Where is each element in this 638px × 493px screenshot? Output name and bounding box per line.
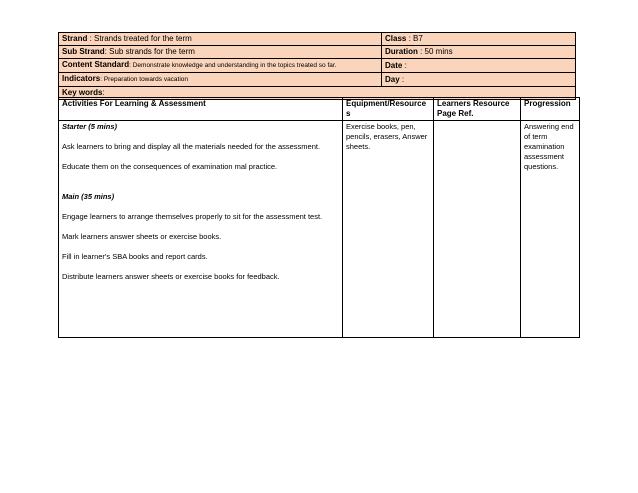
content-standard-cell	[59, 59, 382, 73]
strand-cell	[59, 33, 382, 46]
starter-paragraph-2: Educate them on the consequences of examination mal practice.	[62, 162, 278, 171]
activities-header: Activities For Learning & Assessment	[59, 98, 343, 121]
substrand-label: Sub Strand	[62, 47, 105, 56]
main-paragraph-1: Engage learners to arrange themselves properly to sit for the assessment test.	[62, 212, 323, 221]
main-paragraph-2: Mark learners answer sheets or exercise books.	[62, 232, 222, 241]
activities-table	[58, 97, 580, 338]
day-label: Day	[385, 74, 400, 84]
duration-label: Duration	[385, 47, 418, 56]
main-paragraph-4: Distribute learners answer sheets or exercise books for feedback.	[62, 272, 280, 281]
activities-body-row	[59, 121, 580, 338]
starter-paragraph-1: Ask learners to bring and display all the materials needed for the assessment.	[62, 142, 321, 151]
equipment-cell: Exercise books, pen, pencils, erasers, Answer sheets.	[343, 121, 434, 338]
duration-cell	[382, 46, 576, 59]
class-label: Class	[385, 34, 407, 43]
resource-cell	[434, 121, 521, 338]
keywords-value: :	[102, 88, 105, 97]
substrand-value: : Sub strands for the term	[104, 47, 195, 56]
activities-header-row	[59, 98, 580, 121]
strand-value: : Strands treated for the term	[87, 34, 192, 43]
keywords-label: Key words	[62, 88, 103, 97]
indicators-label: Indicators	[62, 74, 101, 83]
date-cell	[382, 59, 576, 73]
header-row-substrand	[59, 46, 576, 59]
content-standard-label: Content Standard	[62, 60, 130, 69]
substrand-cell	[59, 46, 382, 59]
class-cell	[382, 33, 576, 46]
day-value: :	[399, 74, 405, 84]
starter-title: Starter (5 mins)	[62, 122, 118, 131]
day-cell	[382, 73, 576, 87]
strand-label: Strand	[62, 34, 88, 43]
main-paragraph-3: Fill in learner's SBA books and report cards.	[62, 252, 208, 261]
progression-cell: Answering end of term examination assessment questions.	[521, 121, 580, 338]
content-standard-value: : Demonstrate knowledge and understanding in the topics treated so far.	[129, 62, 337, 69]
indicators-cell	[59, 73, 382, 87]
equipment-header: Equipment/Resources	[343, 98, 434, 121]
progression-header: Progression	[521, 98, 580, 121]
activities-cell	[59, 121, 343, 338]
duration-value: : 50 mins	[417, 47, 453, 56]
header-row-strand	[59, 33, 576, 46]
resource-header: Learners Resource Page Ref.	[434, 98, 521, 121]
date-value: :	[402, 60, 407, 70]
main-title: Main (35 mins)	[62, 192, 115, 201]
class-value: : B7	[406, 34, 423, 43]
date-label: Date	[385, 60, 403, 70]
header-row-indicators	[59, 73, 576, 87]
header-row-content	[59, 59, 576, 73]
indicators-value: : Preparation towards vacation	[100, 76, 189, 83]
lesson-header-table	[58, 32, 576, 100]
